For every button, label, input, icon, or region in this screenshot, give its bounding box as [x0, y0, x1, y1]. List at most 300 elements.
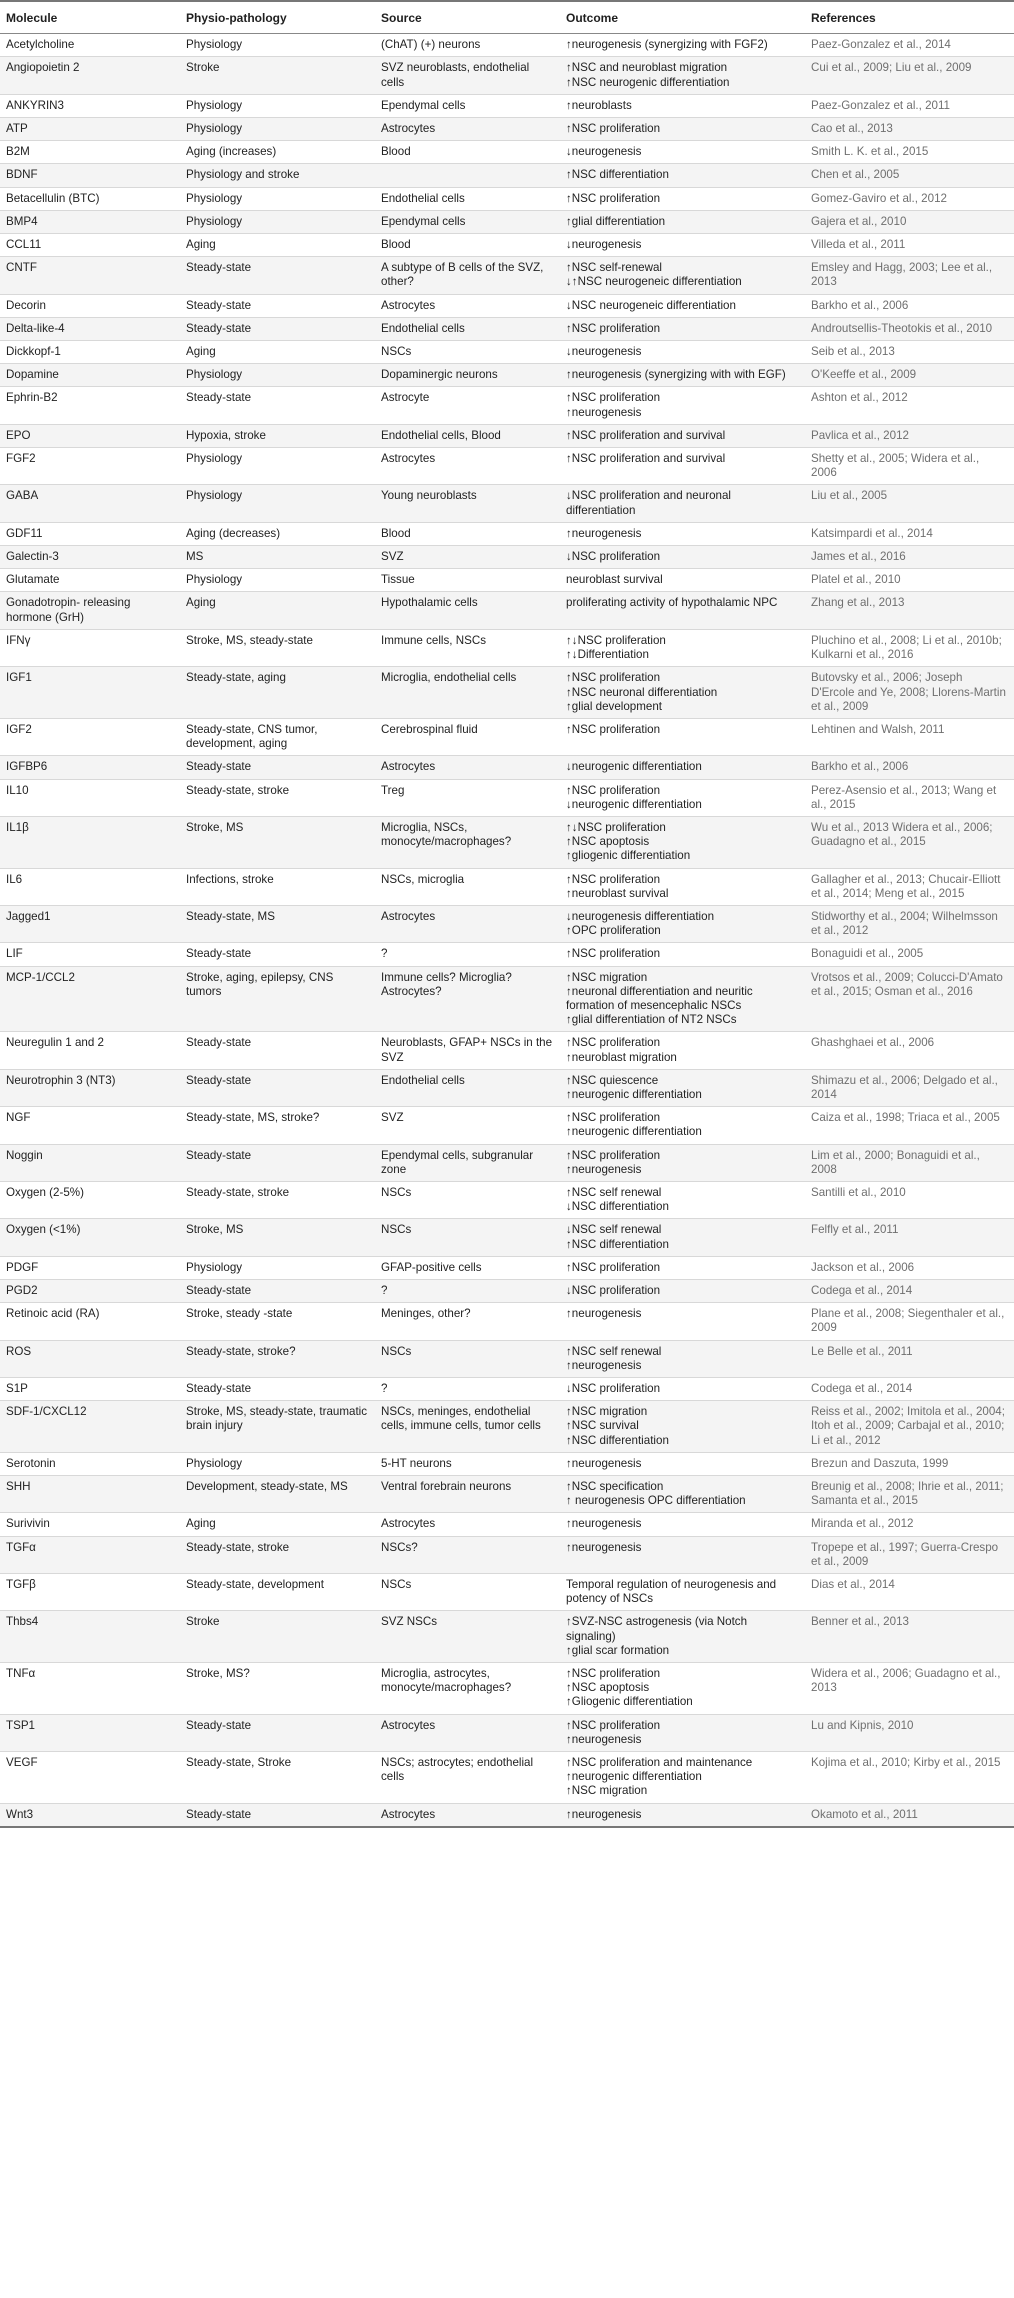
cell-references: Katsimpardi et al., 2014	[805, 522, 1014, 545]
cell-source: Neuroblasts, GFAP+ NSCs in the SVZ	[375, 1032, 560, 1069]
cell-physio-pathology: Steady-state	[180, 1032, 375, 1069]
outcome-line: ↑neurogenic differentiation	[566, 1087, 702, 1101]
outcome-line: proliferating activity of hypothalamic NPC	[566, 596, 778, 610]
cell-molecule: FGF2	[0, 448, 180, 485]
cell-references: Santilli et al., 2010	[805, 1181, 1014, 1218]
outcome-line: Temporal regulation of neurogenesis and potency of NSCs	[566, 1578, 777, 1606]
cell-source: NSCs	[375, 1219, 560, 1256]
outcome-line: neuroblast survival	[566, 573, 663, 587]
outcome-line: ↑Gliogenic differentiation	[566, 1695, 693, 1709]
cell-source: Astrocytes	[375, 1513, 560, 1536]
table-row	[0, 1144, 1014, 1181]
table-row	[0, 210, 1014, 233]
table-row	[0, 522, 1014, 545]
outcome-line: ↑NSC self renewal	[566, 1344, 662, 1358]
cell-molecule: Serotonin	[0, 1452, 180, 1475]
cell-molecule: ROS	[0, 1340, 180, 1377]
cell-references: Breunig et al., 2008; Ihrie et al., 2011; Samanta et al., 2015	[805, 1476, 1014, 1513]
cell-references: Chen et al., 2005	[805, 164, 1014, 187]
cell-molecule: Jagged1	[0, 905, 180, 942]
cell-references: Seib et al., 2013	[805, 341, 1014, 364]
cell-references: O'Keeffe et al., 2009	[805, 364, 1014, 387]
cell-source: Blood	[375, 141, 560, 164]
cell-source: Tissue	[375, 569, 560, 592]
outcome-line: ↑NSC proliferation	[566, 1148, 661, 1162]
cell-molecule: TSP1	[0, 1714, 180, 1751]
cell-physio-pathology: Aging	[180, 341, 375, 364]
cell-outcome	[560, 718, 805, 755]
cell-physio-pathology: Physiology	[180, 1452, 375, 1475]
cell-references: Androutsellis-Theotokis et al., 2010	[805, 317, 1014, 340]
outcome-line: ↑neurogenesis	[566, 1540, 642, 1554]
cell-outcome	[560, 966, 805, 1032]
table-row	[0, 592, 1014, 629]
cell-source: 5-HT neurons	[375, 1452, 560, 1475]
table-row	[0, 1303, 1014, 1340]
cell-references: Cao et al., 2013	[805, 118, 1014, 141]
cell-references: Ghashghaei et al., 2006	[805, 1032, 1014, 1069]
cell-source: SVZ	[375, 546, 560, 569]
cell-references: Stidworthy et al., 2004; Wilhelmsson et al., 2012	[805, 905, 1014, 942]
cell-outcome	[560, 1513, 805, 1536]
outcome-line: ↑NSC proliferation	[566, 1718, 661, 1732]
table-row	[0, 57, 1014, 94]
table-row	[0, 667, 1014, 719]
outcome-line: ↑NSC migration	[566, 1784, 648, 1798]
cell-molecule: Ephrin-B2	[0, 387, 180, 424]
cell-source: Endothelial cells	[375, 1069, 560, 1106]
cell-outcome	[560, 1452, 805, 1475]
outcome-line: ↑NSC and neuroblast migration	[566, 61, 728, 75]
cell-references: Lehtinen and Walsh, 2011	[805, 718, 1014, 755]
cell-physio-pathology: Steady-state	[180, 1714, 375, 1751]
cell-references: Benner et al., 2013	[805, 1611, 1014, 1663]
table-row	[0, 1181, 1014, 1218]
cell-source: Astrocytes	[375, 294, 560, 317]
table-header	[0, 1, 1014, 34]
table-row	[0, 341, 1014, 364]
cell-source: ?	[375, 1378, 560, 1401]
cell-outcome	[560, 816, 805, 868]
outcome-line: ↑NSC specification	[566, 1480, 664, 1494]
table-row	[0, 1032, 1014, 1069]
cell-outcome	[560, 1574, 805, 1611]
cell-outcome	[560, 629, 805, 666]
cell-molecule: TGFα	[0, 1536, 180, 1573]
cell-molecule: NGF	[0, 1107, 180, 1144]
table-row	[0, 448, 1014, 485]
outcome-line: ↓NSC proliferation	[566, 1284, 661, 1297]
outcome-line: ↓NSC proliferation and neuronal differentiation	[566, 489, 731, 517]
outcome-line: ↑NSC proliferation	[566, 321, 661, 335]
cell-references: Kojima et al., 2010; Kirby et al., 2015	[805, 1752, 1014, 1804]
cell-references: Gajera et al., 2010	[805, 210, 1014, 233]
cell-references: Reiss et al., 2002; Imitola et al., 2004; Itoh et al., 2009; Carbajal et al., 2010; Li et al., 2012	[805, 1401, 1014, 1453]
cell-outcome	[560, 317, 805, 340]
cell-source: Ventral forebrain neurons	[375, 1476, 560, 1513]
cell-outcome	[560, 1536, 805, 1573]
table-row	[0, 164, 1014, 187]
cell-molecule: S1P	[0, 1378, 180, 1401]
cell-references: Tropepe et al., 1997; Guerra-Crespo et al., 2009	[805, 1536, 1014, 1573]
cell-source: SVZ	[375, 1107, 560, 1144]
cell-molecule: VEGF	[0, 1752, 180, 1804]
cell-outcome	[560, 756, 805, 779]
table-row	[0, 868, 1014, 905]
cell-molecule: Wnt3	[0, 1803, 180, 1827]
cell-references: Lim et al., 2000; Bonaguidi et al., 2008	[805, 1144, 1014, 1181]
cell-outcome	[560, 1303, 805, 1340]
outcome-line: ↑NSC proliferation	[566, 1111, 661, 1125]
cell-molecule: IL6	[0, 868, 180, 905]
outcome-line: ↑NSC proliferation	[566, 947, 661, 961]
table-row	[0, 1476, 1014, 1513]
cell-outcome	[560, 546, 805, 569]
cell-outcome	[560, 779, 805, 816]
cell-source	[375, 164, 560, 187]
outcome-line: ↑NSC quiescence	[566, 1073, 659, 1087]
cell-outcome	[560, 868, 805, 905]
header-outcome: Outcome	[560, 1, 805, 34]
cell-physio-pathology: Physiology	[180, 34, 375, 57]
table-row	[0, 779, 1014, 816]
cell-references: Miranda et al., 2012	[805, 1513, 1014, 1536]
cell-source: GFAP-positive cells	[375, 1256, 560, 1279]
cell-outcome	[560, 118, 805, 141]
outcome-line: ↑glial scar formation	[566, 1643, 670, 1657]
cell-outcome	[560, 234, 805, 257]
cell-physio-pathology: Steady-state, stroke	[180, 1181, 375, 1218]
cell-outcome	[560, 485, 805, 522]
cell-outcome	[560, 1401, 805, 1453]
cell-references: Paez-Gonzalez et al., 2011	[805, 94, 1014, 117]
cell-source: Treg	[375, 779, 560, 816]
cell-source: ?	[375, 943, 560, 966]
cell-references: Smith L. K. et al., 2015	[805, 141, 1014, 164]
cell-outcome	[560, 187, 805, 210]
cell-outcome	[560, 569, 805, 592]
cell-references: Villeda et al., 2011	[805, 234, 1014, 257]
cell-physio-pathology: Physiology	[180, 210, 375, 233]
cell-molecule: LIF	[0, 943, 180, 966]
outcome-line: ↑neurogenic differentiation	[566, 1125, 702, 1139]
table-body	[0, 34, 1014, 1827]
table-row	[0, 943, 1014, 966]
cell-source: NSCs	[375, 1340, 560, 1377]
outcome-line: ↑NSC migration	[566, 1405, 648, 1419]
cell-references: Ashton et al., 2012	[805, 387, 1014, 424]
cell-molecule: Neuregulin 1 and 2	[0, 1032, 180, 1069]
cell-outcome	[560, 141, 805, 164]
outcome-line: ↓neurogenesis	[566, 145, 642, 159]
outcome-line: ↑OPC proliferation	[566, 924, 661, 938]
table-row	[0, 1340, 1014, 1377]
outcome-line: ↑↓NSC proliferation	[566, 820, 666, 834]
cell-references: Lu and Kipnis, 2010	[805, 1714, 1014, 1751]
cell-references: Okamoto et al., 2011	[805, 1803, 1014, 1827]
outcome-line: ↑NSC survival	[566, 1419, 639, 1433]
cell-references: James et al., 2016	[805, 546, 1014, 569]
cell-molecule: GABA	[0, 485, 180, 522]
cell-source: Dopaminergic neurons	[375, 364, 560, 387]
cell-physio-pathology: Steady-state	[180, 257, 375, 294]
cell-outcome	[560, 34, 805, 57]
cell-molecule: IGFBP6	[0, 756, 180, 779]
cell-outcome	[560, 210, 805, 233]
table-row	[0, 1803, 1014, 1827]
cell-source: Astrocytes	[375, 1714, 560, 1751]
cell-outcome	[560, 57, 805, 94]
cell-molecule: Noggin	[0, 1144, 180, 1181]
cell-outcome	[560, 522, 805, 545]
cell-outcome	[560, 164, 805, 187]
cell-molecule: Glutamate	[0, 569, 180, 592]
table-row	[0, 1069, 1014, 1106]
cell-physio-pathology: Aging (decreases)	[180, 522, 375, 545]
cell-source: SVZ neuroblasts, endothelial cells	[375, 57, 560, 94]
outcome-line: ↓NSC proliferation	[566, 1382, 661, 1396]
cell-molecule: EPO	[0, 424, 180, 447]
outcome-line: ↑neurogenesis	[566, 1732, 642, 1746]
cell-molecule: Thbs4	[0, 1611, 180, 1663]
cell-molecule: PDGF	[0, 1256, 180, 1279]
outcome-line: ↓NSC self renewal	[566, 1223, 662, 1237]
table-row	[0, 546, 1014, 569]
cell-physio-pathology: Steady-state	[180, 943, 375, 966]
table-row	[0, 905, 1014, 942]
cell-source: NSCs?	[375, 1536, 560, 1573]
cell-physio-pathology: Steady-state, Stroke	[180, 1752, 375, 1804]
cell-physio-pathology: Stroke, MS, steady-state	[180, 629, 375, 666]
outcome-line: ↑neurogenesis	[566, 405, 642, 419]
cell-references: Bonaguidi et al., 2005	[805, 943, 1014, 966]
cell-references: Pavlica et al., 2012	[805, 424, 1014, 447]
table-row	[0, 1574, 1014, 1611]
cell-physio-pathology: Steady-state, aging	[180, 667, 375, 719]
cell-source: Astrocyte	[375, 387, 560, 424]
cell-source: Young neuroblasts	[375, 485, 560, 522]
table-row	[0, 1378, 1014, 1401]
cell-references: Zhang et al., 2013	[805, 592, 1014, 629]
outcome-line: ↑ neurogenesis OPC differentiation	[566, 1494, 746, 1508]
outcome-line: ↑NSC proliferation	[566, 1667, 661, 1681]
cell-outcome	[560, 1340, 805, 1377]
cell-references: Emsley and Hagg, 2003; Lee et al., 2013	[805, 257, 1014, 294]
cell-source: Cerebrospinal fluid	[375, 718, 560, 755]
cell-outcome	[560, 387, 805, 424]
cell-physio-pathology: Steady-state, stroke?	[180, 1340, 375, 1377]
cell-physio-pathology: Aging	[180, 1513, 375, 1536]
cell-molecule: Dickkopf-1	[0, 341, 180, 364]
cell-molecule: Oxygen (2-5%)	[0, 1181, 180, 1218]
cell-source: ?	[375, 1280, 560, 1303]
header-source: Source	[375, 1, 560, 34]
cell-outcome	[560, 1181, 805, 1218]
cell-physio-pathology: Physiology and stroke	[180, 164, 375, 187]
cell-outcome	[560, 448, 805, 485]
cell-source: NSCs	[375, 1181, 560, 1218]
cell-outcome	[560, 1256, 805, 1279]
cell-references: Gomez-Gaviro et al., 2012	[805, 187, 1014, 210]
cell-molecule: IL10	[0, 779, 180, 816]
cell-physio-pathology: Steady-state	[180, 1803, 375, 1827]
outcome-line: ↑NSC proliferation	[566, 872, 661, 886]
cell-molecule: TNFα	[0, 1663, 180, 1715]
cell-molecule: CNTF	[0, 257, 180, 294]
outcome-line: ↑NSC proliferation	[566, 122, 661, 136]
table-row	[0, 234, 1014, 257]
cell-source: Microglia, NSCs, monocyte/macrophages?	[375, 816, 560, 868]
outcome-line: ↑NSC self-renewal	[566, 261, 662, 275]
header-physio-pathology: Physio-pathology	[180, 1, 375, 34]
outcome-line: ↑NSC proliferation and maintenance	[566, 1756, 753, 1770]
table-row	[0, 1663, 1014, 1715]
cell-outcome	[560, 257, 805, 294]
cell-physio-pathology: Steady-state	[180, 294, 375, 317]
outcome-line: ↑NSC proliferation and survival	[566, 428, 726, 442]
cell-outcome	[560, 1663, 805, 1715]
cell-source: Blood	[375, 522, 560, 545]
cell-physio-pathology: Steady-state	[180, 387, 375, 424]
cell-source: Astrocytes	[375, 448, 560, 485]
cell-outcome	[560, 943, 805, 966]
cell-references: Platel et al., 2010	[805, 569, 1014, 592]
cell-molecule: Neurotrophin 3 (NT3)	[0, 1069, 180, 1106]
cell-physio-pathology: Aging	[180, 592, 375, 629]
cell-source: Astrocytes	[375, 1803, 560, 1827]
cell-outcome	[560, 667, 805, 719]
cell-molecule: BDNF	[0, 164, 180, 187]
cell-references: Caiza et al., 1998; Triaca et al., 2005	[805, 1107, 1014, 1144]
cell-physio-pathology: Stroke	[180, 57, 375, 94]
cell-source: Immune cells? Microglia? Astrocytes?	[375, 966, 560, 1032]
cell-references: Butovsky et al., 2006; Joseph D'Ercole and Ye, 2008; Llorens-Martin et al., 2009	[805, 667, 1014, 719]
outcome-line: ↑NSC proliferation	[566, 783, 661, 797]
table-row	[0, 1401, 1014, 1453]
cell-molecule: ANKYRIN3	[0, 94, 180, 117]
cell-source: SVZ NSCs	[375, 1611, 560, 1663]
cell-outcome	[560, 1714, 805, 1751]
outcome-line: ↓NSC differentiation	[566, 1200, 669, 1214]
cell-source: Astrocytes	[375, 756, 560, 779]
outcome-line: ↑NSC proliferation	[566, 191, 661, 205]
cell-references: Codega et al., 2014	[805, 1378, 1014, 1401]
outcome-line: ↑NSC proliferation	[566, 722, 661, 736]
cell-references: Plane et al., 2008; Siegenthaler et al., 2009	[805, 1303, 1014, 1340]
outcome-line: ↑neuroblasts	[566, 98, 632, 112]
header-references: References	[805, 1, 1014, 34]
cell-physio-pathology: Steady-state, MS	[180, 905, 375, 942]
cell-molecule: Angiopoietin 2	[0, 57, 180, 94]
cell-source: NSCs	[375, 341, 560, 364]
cell-outcome	[560, 1280, 805, 1303]
outcome-line: ↓↑NSC neurogeneic differentiation	[566, 275, 742, 289]
outcome-line: ↑neuroblast migration	[566, 1050, 677, 1064]
outcome-line: ↓NSC proliferation	[566, 550, 661, 564]
cell-physio-pathology: Steady-state, CNS tumor, development, aging	[180, 718, 375, 755]
cell-physio-pathology: Physiology	[180, 364, 375, 387]
table-row	[0, 1107, 1014, 1144]
cell-source: NSCs	[375, 1574, 560, 1611]
cell-source: Microglia, astrocytes, monocyte/macrophages?	[375, 1663, 560, 1715]
cell-physio-pathology: Stroke, MS	[180, 1219, 375, 1256]
table-row	[0, 424, 1014, 447]
cell-physio-pathology: Stroke, MS	[180, 816, 375, 868]
cell-references: Brezun and Daszuta, 1999	[805, 1452, 1014, 1475]
cell-source: Ependymal cells, subgranular zone	[375, 1144, 560, 1181]
cell-molecule: SDF-1/CXCL12	[0, 1401, 180, 1453]
outcome-line: ↑NSC differentiation	[566, 168, 669, 182]
table-row	[0, 966, 1014, 1032]
outcome-line: ↓neurogenesis	[566, 345, 642, 359]
outcome-line: ↑gliogenic differentiation	[566, 849, 691, 863]
cell-references: Shetty et al., 2005; Widera et al., 2006	[805, 448, 1014, 485]
cell-references: Dias et al., 2014	[805, 1574, 1014, 1611]
outcome-line: ↑neurogenesis	[566, 1162, 642, 1176]
table-row	[0, 485, 1014, 522]
outcome-line: ↑neuroblast survival	[566, 886, 669, 900]
cell-source: Astrocytes	[375, 118, 560, 141]
cell-source: NSCs, microglia	[375, 868, 560, 905]
outcome-line: ↑NSC self renewal	[566, 1185, 662, 1199]
cell-molecule: IGF2	[0, 718, 180, 755]
cell-molecule: Betacellulin (BTC)	[0, 187, 180, 210]
outcome-line: ↑NSC migration	[566, 970, 648, 984]
cell-molecule: BMP4	[0, 210, 180, 233]
cell-molecule: MCP-1/CCL2	[0, 966, 180, 1032]
table-row	[0, 1714, 1014, 1751]
outcome-line: ↓neurogenesis differentiation	[566, 909, 715, 923]
cell-source: Endothelial cells, Blood	[375, 424, 560, 447]
cell-source: Blood	[375, 234, 560, 257]
cell-source: NSCs, meninges, endothelial cells, immune cells, tumor cells	[375, 1401, 560, 1453]
cell-molecule: ATP	[0, 118, 180, 141]
cell-molecule: Surivivin	[0, 1513, 180, 1536]
table-row	[0, 629, 1014, 666]
cell-molecule: IL1β	[0, 816, 180, 868]
outcome-line: ↑NSC proliferation	[566, 391, 661, 405]
cell-physio-pathology: Stroke, MS?	[180, 1663, 375, 1715]
cell-molecule: Decorin	[0, 294, 180, 317]
cell-source: Immune cells, NSCs	[375, 629, 560, 666]
cell-outcome	[560, 1032, 805, 1069]
cell-source: A subtype of B cells of the SVZ, other?	[375, 257, 560, 294]
table-row	[0, 257, 1014, 294]
cell-outcome	[560, 1752, 805, 1804]
cell-outcome	[560, 1476, 805, 1513]
table-row	[0, 118, 1014, 141]
cell-molecule: SHH	[0, 1476, 180, 1513]
table-row	[0, 187, 1014, 210]
cell-physio-pathology: Development, steady-state, MS	[180, 1476, 375, 1513]
outcome-line: ↑neurogenesis (synergizing with FGF2)	[566, 38, 768, 52]
cell-outcome	[560, 1069, 805, 1106]
cell-physio-pathology: Steady-state, stroke	[180, 779, 375, 816]
outcome-line: ↑NSC differentiation	[566, 1433, 669, 1447]
cell-references: Widera et al., 2006; Guadagno et al., 2013	[805, 1663, 1014, 1715]
cell-source: Meninges, other?	[375, 1303, 560, 1340]
cell-molecule: CCL11	[0, 234, 180, 257]
outcome-line: ↑neurogenesis	[566, 1807, 642, 1821]
cell-outcome	[560, 424, 805, 447]
outcome-line: ↑↓Differentiation	[566, 648, 649, 662]
outcome-line: ↓neurogenic differentiation	[566, 797, 702, 811]
cell-source: Astrocytes	[375, 905, 560, 942]
outcome-line: ↑NSC differentiation	[566, 1237, 669, 1251]
cell-molecule: B2M	[0, 141, 180, 164]
outcome-line: ↑NSC neurogenic differentiation	[566, 75, 730, 89]
cell-references: Barkho et al., 2006	[805, 294, 1014, 317]
